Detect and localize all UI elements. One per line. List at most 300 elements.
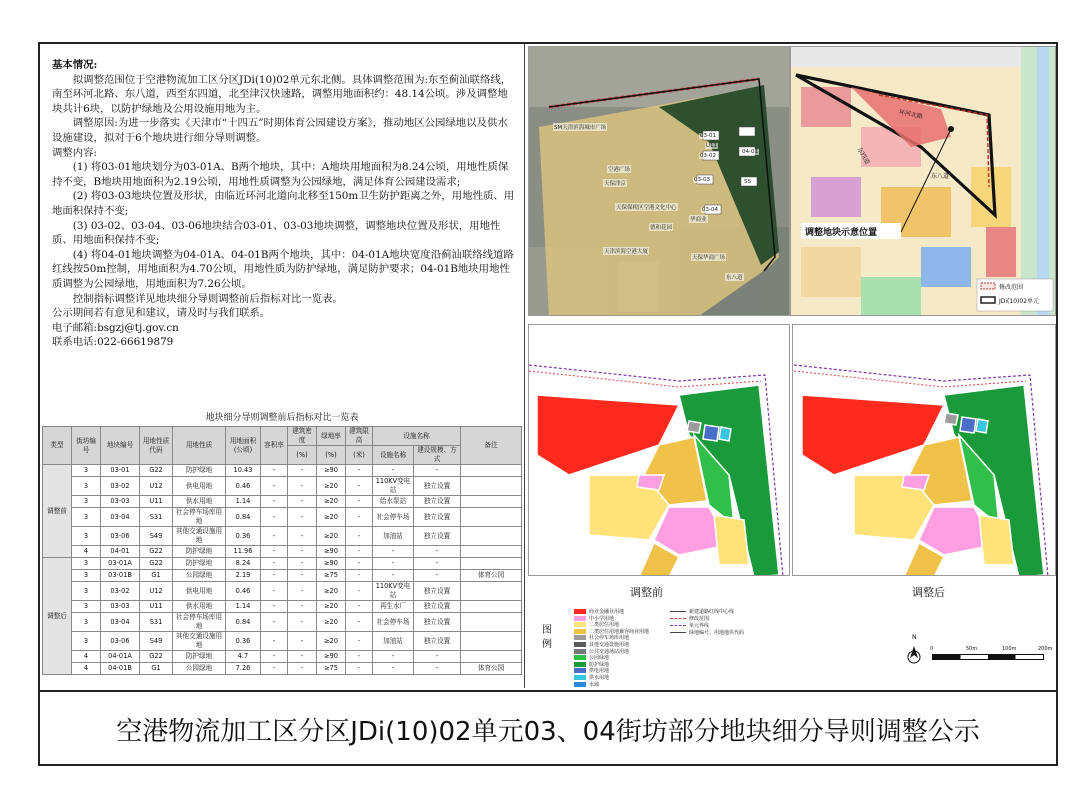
satellite-label: 03-01 xyxy=(700,133,716,139)
table-cell: ≥20 xyxy=(317,613,346,632)
intro-paragraph: 拟调整范围位于空港物流加工区分区JDi(10)02单元东北侧。具体调整范围为:东至蓟汕联络线，南至环河北路、东八道，西至东四道，北至津汉快速路，调整用地面积约：48.14公顷。涉及调整地块共计6块，以防护绿地及公用设施用地为主。 xyxy=(52,73,512,115)
table-cell: ≥75 xyxy=(317,663,346,675)
legend-line-label: 修改范围 xyxy=(689,616,710,622)
legend-unit-label: JDi(10)02单元 xyxy=(999,298,1040,305)
table-cell: U11 xyxy=(140,496,173,508)
table-cell: 03-06 xyxy=(101,527,140,546)
table-cell: ≥20 xyxy=(317,632,346,651)
table-cell: G1 xyxy=(140,663,173,675)
table-cell: ≥20 xyxy=(317,582,346,601)
legend-line-item xyxy=(670,608,734,615)
table-cell: 独立设置 xyxy=(414,601,461,613)
table-row xyxy=(43,508,522,527)
table-cell: 再生水厂 xyxy=(373,601,414,613)
table-cell: 公园绿地 xyxy=(173,570,226,582)
table-cell: 独立设置 xyxy=(414,477,461,496)
north-label: N xyxy=(912,634,917,641)
table-cell: G22 xyxy=(140,465,173,477)
table-cell: - xyxy=(373,663,414,675)
table-cell: ≥20 xyxy=(317,508,346,527)
row-group-label: 调整后 xyxy=(43,558,72,675)
table-cell: - xyxy=(261,546,288,558)
table-cell: 04-01A xyxy=(101,651,140,663)
table-cell: 10.43 xyxy=(226,465,261,477)
contact-phone: 联系电话:022-66619879 xyxy=(52,336,174,349)
satellite-label: SM天津滨海城市广场 xyxy=(554,125,607,131)
table-cell: - xyxy=(261,613,288,632)
table-cell: - xyxy=(414,663,461,675)
legend-line-label: 新建道路红线中心线 xyxy=(689,609,735,615)
legend-line-item xyxy=(670,629,744,636)
info-panel xyxy=(40,44,525,688)
table-cell: 防护绿地 xyxy=(173,651,226,663)
table-cell: 独立设置 xyxy=(414,527,461,546)
table-cell: - xyxy=(346,570,373,582)
land-parcel xyxy=(687,421,701,433)
intro-paragraph: 调整内容: xyxy=(52,146,98,159)
table-cell: 1.14 xyxy=(226,496,261,508)
table-cell: U12 xyxy=(140,477,173,496)
table-cell: - xyxy=(346,508,373,527)
legend-label: 社会停车场库用地 xyxy=(589,635,630,642)
table-cell: - xyxy=(346,477,373,496)
location-map xyxy=(790,46,1056,316)
table-cell: - xyxy=(346,582,373,601)
table-cell: 11.96 xyxy=(226,546,261,558)
table-cell: 社会停车场库用地 xyxy=(173,613,226,632)
land-parcel xyxy=(960,417,976,433)
intro-paragraph: (4) 将04-01地块调整为04-01A、04-01B两个地块，其中：04-01A地块宽度沿蓟汕联络线道路红线按50m控制，用地面积为4.70公顷，用地性质为防护绿地，满足防护要求；04-01B地块用地性质调整为公园绿地，用地面积为7.26公顷。 xyxy=(52,248,514,290)
legend-item xyxy=(574,681,599,688)
table-cell: - xyxy=(346,527,373,546)
table-cell: 3 xyxy=(72,465,101,477)
th-plot: 地块编号 xyxy=(101,427,140,465)
table-cell: - xyxy=(346,558,373,570)
satellite-label: 华商业 xyxy=(690,217,707,223)
intro-paragraph: 公示期间若有意见和建议，请及时与我们联系。 xyxy=(52,307,271,320)
legend-title: 图例 xyxy=(542,625,552,650)
table-cell: 110KV变电站 xyxy=(373,582,414,601)
legend-swatch xyxy=(574,668,586,673)
table-row xyxy=(43,477,522,496)
legend-swatch xyxy=(574,622,586,627)
table-cell: G22 xyxy=(140,558,173,570)
table-cell: 其他交通设施用地 xyxy=(173,527,226,546)
table-cell: 0.84 xyxy=(226,613,261,632)
table-cell: - xyxy=(288,508,317,527)
satellite-label: 天保华商广场 xyxy=(692,255,726,261)
table-row xyxy=(43,465,522,477)
scale-label: 50m xyxy=(966,646,978,652)
table-cell: 0.46 xyxy=(226,477,261,496)
table-cell: - xyxy=(261,601,288,613)
satellite-label: 东八道 xyxy=(726,275,743,281)
table-cell: - xyxy=(346,601,373,613)
th-density: 建筑密度 xyxy=(288,427,317,446)
table-cell: 110KV变电站 xyxy=(373,477,414,496)
table-cell xyxy=(461,632,522,651)
table-cell: 03-01B xyxy=(101,570,140,582)
legend-line-swatch xyxy=(670,632,686,633)
satellite-label-layer xyxy=(529,47,790,316)
table-cell: 供水用地 xyxy=(173,601,226,613)
th-unit: (%) xyxy=(317,446,346,465)
table-cell: 03-03 xyxy=(101,601,140,613)
table-cell: - xyxy=(346,496,373,508)
satellite-label: 03-03 xyxy=(694,177,710,183)
intro-paragraph: 控制指标调整详见地块细分导则调整前后指标对比一览表。 xyxy=(72,292,343,305)
legend-swatch xyxy=(574,609,586,614)
table-cell: ≥20 xyxy=(317,601,346,613)
legend-swatch xyxy=(574,662,586,667)
table-cell: 3 xyxy=(72,601,101,613)
table-row xyxy=(43,663,522,675)
table-cell: 防护绿地 xyxy=(173,465,226,477)
table-cell: 独立设置 xyxy=(414,632,461,651)
table-cell xyxy=(461,558,522,570)
table-cell: 3 xyxy=(72,477,101,496)
intro-paragraph: 调整原因:为进一步落实《天津市“十四五”时期体育公园建设方案》，推动地区公园绿地以及供水设施建设，拟对于6个地块进行细分导则调整。 xyxy=(52,117,508,144)
scale-label: 100m xyxy=(1002,646,1017,652)
table-row xyxy=(43,651,522,663)
table-cell xyxy=(461,465,522,477)
legend-line-item xyxy=(670,622,709,629)
table-cell: - xyxy=(346,465,373,477)
table-cell: 防护绿地 xyxy=(173,558,226,570)
table-cell: - xyxy=(261,632,288,651)
scale-bar xyxy=(932,654,1044,660)
legend-label: 公共交通场站用地 xyxy=(589,648,630,655)
legend-label: 公园绿地 xyxy=(589,655,610,662)
legend-swatch xyxy=(574,649,586,654)
th-height: 建筑限高 xyxy=(346,427,373,446)
th-type: 类型 xyxy=(43,427,72,465)
table-cell: - xyxy=(373,465,414,477)
table-cell xyxy=(461,477,522,496)
land-parcel xyxy=(637,475,664,490)
table-row xyxy=(43,632,522,651)
land-parcel xyxy=(719,427,731,441)
table-cell xyxy=(461,601,522,613)
table-cell xyxy=(461,496,522,508)
table-cell: 4 xyxy=(72,546,101,558)
table-cell: 供电用地 xyxy=(173,582,226,601)
table-cell: - xyxy=(414,570,461,582)
table-cell: G22 xyxy=(140,651,173,663)
land-parcel xyxy=(979,515,1014,565)
table-cell: 03-01A xyxy=(101,558,140,570)
table-cell: - xyxy=(414,465,461,477)
table-cell: 供电用地 xyxy=(173,477,226,496)
table-cell xyxy=(461,508,522,527)
table-cell: - xyxy=(288,663,317,675)
legend-label: 二类居住用地兼容商业用地 xyxy=(589,628,650,635)
table-cell xyxy=(461,582,522,601)
legend-swatch xyxy=(574,629,586,634)
table-row xyxy=(43,527,522,546)
table-cell: - xyxy=(414,558,461,570)
table-cell: S49 xyxy=(140,527,173,546)
road-label-east: 东八道 xyxy=(931,173,950,180)
table-row xyxy=(43,613,522,632)
table-cell: 04-01B xyxy=(101,663,140,675)
road-label-west: 东四道 xyxy=(855,146,871,166)
table-cell: - xyxy=(288,496,317,508)
th-unit: (%) xyxy=(288,446,317,465)
contact-email: 电子邮箱:bsgzj@tj.gov.cn xyxy=(52,321,179,334)
location-svg xyxy=(791,47,1056,316)
table-cell: 7.26 xyxy=(226,663,261,675)
row-group-label: 调整前 xyxy=(43,465,72,558)
table-cell: 防护绿地 xyxy=(173,546,226,558)
th-fac-mode: 建设规模、方式 xyxy=(414,446,461,465)
legend-swatch xyxy=(574,682,586,687)
table-cell: S49 xyxy=(140,632,173,651)
table-cell: 社会停车场 xyxy=(373,613,414,632)
table-cell: - xyxy=(261,570,288,582)
table-cell: 2.19 xyxy=(226,570,261,582)
satellite-label: 04-01 xyxy=(742,149,758,155)
table-cell: - xyxy=(261,496,288,508)
legend-line-swatch xyxy=(670,625,686,626)
table-cell: - xyxy=(414,651,461,663)
table-cell: - xyxy=(261,508,288,527)
legend-line-swatch xyxy=(670,618,686,619)
table-cell: - xyxy=(346,613,373,632)
footer-title: 空港物流加工区分区JDi(10)02单元03、04街坊部分地块细分导则调整公示 xyxy=(40,690,1056,766)
legend-label: 供水用地 xyxy=(589,675,610,681)
satellite-label: 03-04 xyxy=(702,207,718,213)
table-cell: ≥90 xyxy=(317,651,346,663)
satellite-label: 天保津京 xyxy=(604,181,627,187)
table-cell: 社会停车场 xyxy=(373,508,414,527)
scale-label: 200m xyxy=(1038,646,1053,652)
table-cell: - xyxy=(261,558,288,570)
table-cell: - xyxy=(288,632,317,651)
table-cell: S31 xyxy=(140,613,173,632)
th-unit: (米) xyxy=(346,446,373,465)
table-cell xyxy=(461,651,522,663)
table-row xyxy=(43,570,522,582)
table-cell: 0.84 xyxy=(226,508,261,527)
table-cell: - xyxy=(373,558,414,570)
table-cell: 0.36 xyxy=(226,527,261,546)
table-row xyxy=(43,601,522,613)
table-cell: 3 xyxy=(72,508,101,527)
table-row xyxy=(43,496,522,508)
legend-label: 水域 xyxy=(589,681,600,688)
table-cell: - xyxy=(346,546,373,558)
table-cell: 公园绿地 xyxy=(173,663,226,675)
legend-swatch xyxy=(574,635,586,640)
table-cell: ≥75 xyxy=(317,570,346,582)
index-table xyxy=(42,426,522,675)
north-arrow-icon xyxy=(906,644,922,664)
table-row xyxy=(43,582,522,601)
legend-label: 供电用地 xyxy=(589,668,610,675)
table-cell: - xyxy=(261,663,288,675)
before-map xyxy=(528,324,790,576)
table-cell: 03-02 xyxy=(101,477,140,496)
table-cell: - xyxy=(261,651,288,663)
table-cell xyxy=(461,546,522,558)
scale-label: 0 xyxy=(930,646,934,652)
satellite-label: 德和花园 xyxy=(650,225,673,231)
th-far: 容积率 xyxy=(261,427,288,465)
legend-swatch xyxy=(574,655,586,660)
table-row xyxy=(43,558,522,570)
satellite-label: U11 xyxy=(706,143,718,149)
table-cell: - xyxy=(288,546,317,558)
table-cell: 3 xyxy=(72,496,101,508)
satellite-label: 天津滨海空港大厦 xyxy=(604,249,649,255)
land-parcel xyxy=(714,515,749,565)
table-cell: - xyxy=(373,546,414,558)
table-cell: 1.14 xyxy=(226,601,261,613)
legend-swatch xyxy=(574,675,586,680)
table-cell: U11 xyxy=(140,601,173,613)
table-cell: 独立设置 xyxy=(414,613,461,632)
table-cell: 其他交通设施用地 xyxy=(173,632,226,651)
table-cell xyxy=(461,527,522,546)
table-cell: 社会停车场库用地 xyxy=(173,508,226,527)
table-cell: 3 xyxy=(72,527,101,546)
table-cell: 3 xyxy=(72,582,101,601)
table-cell: 0.46 xyxy=(226,582,261,601)
table-cell: 独立设置 xyxy=(414,582,461,601)
table-title: 地块细分导则调整前后指标对比一览表 xyxy=(205,413,359,423)
table-cell: 独立设置 xyxy=(414,496,461,508)
land-parcel xyxy=(703,425,719,441)
legend-label: 二类居住用地 xyxy=(589,622,620,629)
table-cell: 0.36 xyxy=(226,632,261,651)
table-cell: 03-06 xyxy=(101,632,140,651)
table-cell: - xyxy=(373,570,414,582)
table-cell: ≥90 xyxy=(317,558,346,570)
table-cell: - xyxy=(261,465,288,477)
table-cell: - xyxy=(261,582,288,601)
legend-label: 其他交通设施用地 xyxy=(589,642,630,648)
land-parcel xyxy=(944,413,958,425)
table-cell: - xyxy=(288,527,317,546)
table-cell: - xyxy=(373,651,414,663)
table-cell: 03-04 xyxy=(101,508,140,527)
table-cell: 3 xyxy=(72,558,101,570)
table-cell: 4 xyxy=(72,651,101,663)
legend-range-label: 修改范围 xyxy=(999,284,1024,291)
table-cell: S31 xyxy=(140,508,173,527)
table-cell: - xyxy=(288,651,317,663)
after-map xyxy=(792,324,1056,576)
table-cell: 3 xyxy=(72,632,101,651)
table-cell: - xyxy=(288,570,317,582)
table-cell: - xyxy=(261,527,288,546)
table-cell: - xyxy=(288,477,317,496)
table-cell: 04-01 xyxy=(101,546,140,558)
table-cell: - xyxy=(346,632,373,651)
table-cell: 独立设置 xyxy=(414,508,461,527)
intro-text xyxy=(52,58,518,350)
table-cell: ≥90 xyxy=(317,546,346,558)
table-body xyxy=(43,465,522,675)
th-facility: 设施名称 xyxy=(373,427,461,446)
intro-heading: 基本情况: xyxy=(52,59,98,71)
satellite-map xyxy=(528,46,790,316)
before-caption: 调整前 xyxy=(630,586,663,599)
table-cell: 体育公园 xyxy=(461,570,522,582)
legend-line-label: 绿地编号、用地地块代码 xyxy=(689,630,745,636)
before-map-svg xyxy=(529,325,790,576)
table-cell: ≥20 xyxy=(317,496,346,508)
satellite-label: SS xyxy=(744,179,751,185)
road-label-north: 环河北路 xyxy=(898,108,924,121)
intro-paragraph: (1) 将03-01地块划分为03-01A、B两个地块，其中：A地块用地面积为8.24公顷，用地性质保持不变，B地块用地面积为2.19公顷，用地性质调整为公园绿地，满足体育公园建设需求; xyxy=(52,161,509,188)
legend-label: 中小学用地 xyxy=(589,615,615,622)
table-cell: - xyxy=(288,465,317,477)
table-cell: ≥20 xyxy=(317,527,346,546)
table-cell: 加油站 xyxy=(373,632,414,651)
table-cell: - xyxy=(288,613,317,632)
table-cell: 给水泵站 xyxy=(373,496,414,508)
table-cell: U12 xyxy=(140,582,173,601)
table-cell: - xyxy=(414,546,461,558)
table-cell: 4 xyxy=(72,663,101,675)
table-cell: G1 xyxy=(140,570,173,582)
satellite-label: 天保保税区空港文化中心 xyxy=(616,205,677,211)
th-green: 绿地率 xyxy=(317,427,346,446)
table-cell: 供水用地 xyxy=(173,496,226,508)
table-cell: 4.7 xyxy=(226,651,261,663)
land-parcel xyxy=(976,419,988,433)
legend-line-swatch xyxy=(670,611,686,612)
table-cell: 03-01 xyxy=(101,465,140,477)
legend-swatch xyxy=(574,616,586,621)
table-cell: G22 xyxy=(140,546,173,558)
table-cell: - xyxy=(346,651,373,663)
table-cell: - xyxy=(288,601,317,613)
legend-swatch xyxy=(574,642,586,647)
table-cell: 03-04 xyxy=(101,613,140,632)
table-cell: 3 xyxy=(72,570,101,582)
map-legend xyxy=(528,604,1058,688)
after-caption: 调整后 xyxy=(912,586,945,599)
table-cell: - xyxy=(261,477,288,496)
th-nature: 用地性质 xyxy=(173,427,226,465)
th-note: 备注 xyxy=(461,427,522,465)
land-parcel xyxy=(902,475,929,490)
satellite-label: 03-02 xyxy=(700,153,716,159)
table-cell: 3 xyxy=(72,613,101,632)
intro-paragraph: (2) 将03-03地块位置及形状，由临近环河北道向北移至150m卫生防护距离之外，用地性质、用地面积保持不变; xyxy=(52,190,515,217)
table-cell xyxy=(461,613,522,632)
legend-label: 防护绿地 xyxy=(589,661,610,668)
location-caption: 调整地块示意位置 xyxy=(805,228,878,238)
th-fac-name: 设施名称 xyxy=(373,446,414,465)
table-cell: 加油站 xyxy=(373,527,414,546)
legend-label: 商业金融业用地 xyxy=(589,609,625,615)
table-cell: 体育公园 xyxy=(461,663,522,675)
th-block: 街坊编号 xyxy=(72,427,101,465)
table-row xyxy=(43,546,522,558)
th-code: 用地性质代码 xyxy=(140,427,173,465)
legend-line-item xyxy=(670,615,709,622)
table-cell: ≥90 xyxy=(317,465,346,477)
table-cell: - xyxy=(288,582,317,601)
th-area: 用地面积(公顷) xyxy=(226,427,261,465)
after-map-svg xyxy=(793,325,1056,576)
intro-paragraph: (3) 03-02、03-04、03-06地块结合03-01、03-03地块调整，调整地块位置及形状，用地性质、用地面积保持不变; xyxy=(52,219,501,247)
satellite-label: 空港广场 xyxy=(608,167,631,173)
